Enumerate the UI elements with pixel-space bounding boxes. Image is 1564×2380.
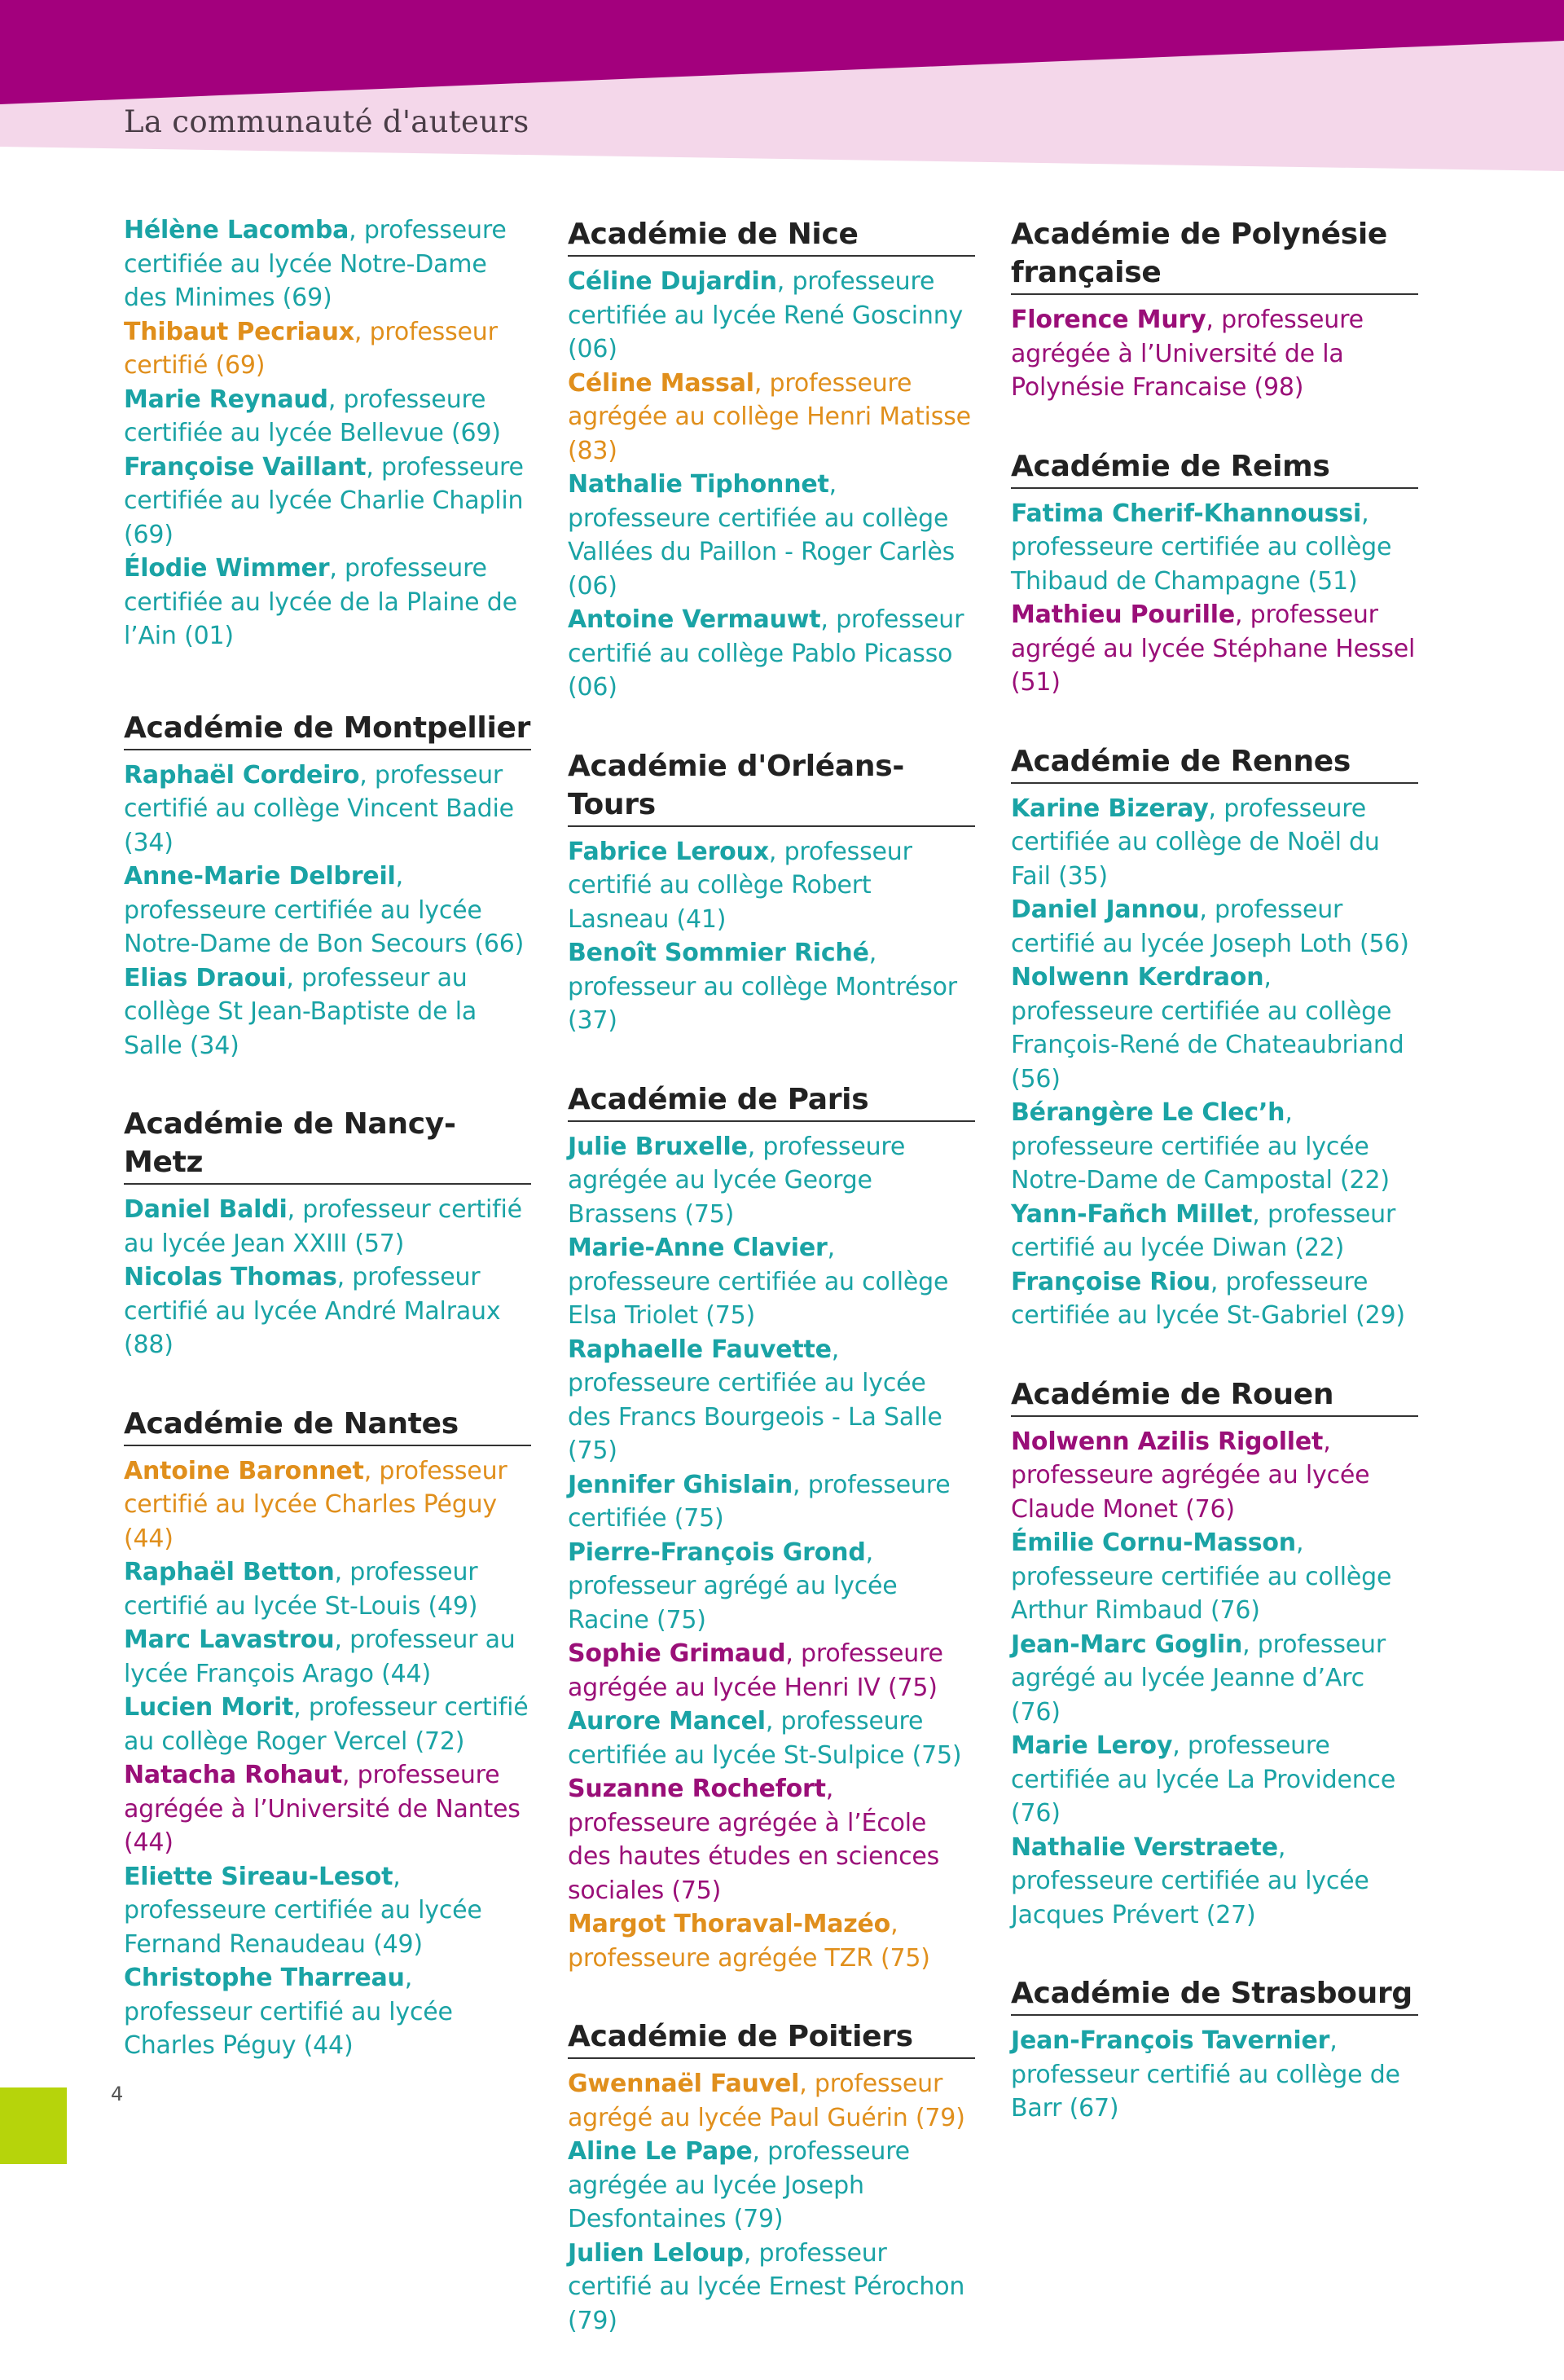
author-description: , professeure certifiée au collège Elsa Triolet (75) xyxy=(568,1234,949,1330)
author-name: Julien Leloup xyxy=(568,2238,744,2268)
author-name: Jennifer Ghislain xyxy=(568,1470,793,1499)
section-title: Académie de Strasbourg xyxy=(1011,1974,1418,2016)
author-entry xyxy=(124,451,531,552)
author-entry xyxy=(124,759,531,860)
author-name: Elias Draoui xyxy=(124,963,287,992)
author-entry xyxy=(568,1772,975,1907)
author-name: Élodie Wimmer xyxy=(124,554,330,583)
author-description: , professeur agrégé au lycée Stéphane Hessel (51) xyxy=(1011,600,1416,697)
section-title: Académie de Polynésie française xyxy=(1011,215,1418,295)
author-entry xyxy=(1011,2024,1418,2126)
author-description: , professeure certifiée au lycée Bellevue (69) xyxy=(124,385,501,447)
column-3 xyxy=(1011,215,1418,2168)
author-name: Julie Bruxelle xyxy=(568,1132,748,1161)
author-description: , professeure certifiée au collège François-René de Chateaubriand (56) xyxy=(1011,963,1404,1093)
author-description: , professeure agrégée au lycée Joseph Desfontaines (79) xyxy=(568,2137,910,2233)
author-name: Thibaut Pecriaux xyxy=(124,317,354,346)
author-entry xyxy=(1011,1729,1418,1831)
author-name: Suzanne Rochefort xyxy=(568,1775,826,1803)
author-entry xyxy=(1011,893,1418,961)
author-description: , professeur au collège St Jean-Baptiste de la Salle (34) xyxy=(124,963,477,1060)
author-entry xyxy=(568,468,975,603)
author-entry xyxy=(568,603,975,705)
author-description: , professeure agrégée au lycée George Brassens (75) xyxy=(568,1132,906,1229)
author-description: , professeur agrégé au lycée Racine (75) xyxy=(568,1538,898,1634)
author-entry xyxy=(1011,497,1418,599)
author-entry xyxy=(568,1333,975,1468)
author-name: Daniel Jannou xyxy=(1011,895,1200,924)
section-title: Académie de Nice xyxy=(568,215,975,257)
author-description: , professeure certifiée au lycée La Providence (76) xyxy=(1011,1731,1396,1828)
academy-section xyxy=(568,747,975,1038)
author-name: Mathieu Pourille xyxy=(1011,600,1235,629)
author-entry xyxy=(568,1468,975,1536)
author-name: Céline Massal xyxy=(568,368,754,398)
author-name: Christophe Tharreau xyxy=(124,1964,405,1992)
author-name: Nicolas Thomas xyxy=(124,1263,337,1291)
author-description: , professeure certifiée au collège Vallées du Paillon - Roger Carlès (06) xyxy=(568,470,956,600)
author-entry xyxy=(1011,1831,1418,1933)
author-entry xyxy=(124,961,531,1063)
author-entry xyxy=(1011,1096,1418,1198)
author-name: Eliette Sireau-Lesot xyxy=(124,1862,393,1891)
author-description: , professeur certifié au lycée St-Louis (49) xyxy=(124,1558,478,1621)
section-title: Académie de Rouen xyxy=(1011,1375,1418,1417)
author-entry xyxy=(124,213,531,315)
corner-accent xyxy=(0,2087,67,2164)
author-description: , professeur certifié au collège de Barr (67) xyxy=(1011,2026,1400,2123)
author-name: Émilie Cornu-Masson xyxy=(1011,1529,1296,1557)
author-entry xyxy=(1011,598,1418,700)
academy-section xyxy=(568,1080,975,1976)
author-entry xyxy=(1011,1526,1418,1628)
author-entry xyxy=(124,383,531,451)
academy-section xyxy=(1011,1974,1418,2126)
author-entry xyxy=(1011,1198,1418,1265)
author-name: Karine Bizeray xyxy=(1011,794,1209,823)
author-entry xyxy=(1011,1265,1418,1333)
author-entry xyxy=(124,1860,531,1962)
academy-section xyxy=(1011,215,1418,405)
author-name: Yann-Fañch Millet xyxy=(1011,1199,1253,1229)
author-description: , professeure certifiée au lycée St-Sulpice (75) xyxy=(568,1707,962,1770)
author-description: , professeur agrégé au lycée Jeanne d’Arc (76) xyxy=(1011,1630,1386,1727)
author-entry xyxy=(568,1231,975,1333)
author-description: , professeur certifié au collège Vincent Badie (34) xyxy=(124,760,514,857)
author-description: , professeure certifiée au lycée René Goscinny (06) xyxy=(568,267,964,363)
author-description: , professeure certifiée au lycée Notre-Dame de Bon Secours (66) xyxy=(124,862,525,958)
author-description: , professeure certifiée au lycée St-Gabriel (29) xyxy=(1011,1267,1405,1330)
author-name: Jean-François Tavernier xyxy=(1011,2026,1330,2055)
author-entry xyxy=(1011,1425,1418,1527)
author-entry xyxy=(124,1623,531,1691)
section-title: Académie de Paris xyxy=(568,1080,975,1122)
author-name: Antoine Baronnet xyxy=(124,1456,364,1485)
author-entry xyxy=(124,1961,531,2063)
author-description: , professeure certifiée au collège Thibaud de Champagne (51) xyxy=(1011,499,1392,596)
author-description: , professeure agrégée à l’École des hautes études en sciences sociales (75) xyxy=(568,1775,940,1905)
section-title: Académie de Reims xyxy=(1011,447,1418,489)
author-description: , professeur certifié au collège Robert Lasneau (41) xyxy=(568,837,912,934)
academy-section xyxy=(1011,742,1418,1333)
author-description: , professeur certifié au lycée Joseph Loth (56) xyxy=(1011,895,1409,958)
author-description: , professeure certifiée au lycée Jacques Prévert (27) xyxy=(1011,1832,1369,1929)
academy-section xyxy=(124,709,531,1063)
column-1 xyxy=(124,213,531,2105)
author-description: , professeur certifié au lycée Ernest Pérochon (79) xyxy=(568,2238,965,2335)
author-description: , professeur certifié au lycée Charles Péguy (44) xyxy=(124,1456,507,1553)
author-name: Marie Reynaud xyxy=(124,385,328,414)
author-name: Daniel Baldi xyxy=(124,1195,288,1224)
author-description: , professeur agrégé au lycée Paul Guérin (79) xyxy=(568,2070,965,2132)
author-entry xyxy=(1011,1628,1418,1730)
academy-section xyxy=(568,215,975,705)
author-name: Jean-Marc Goglin xyxy=(1011,1630,1243,1659)
author-name: Françoise Vaillant xyxy=(124,452,367,482)
author-entry xyxy=(124,1691,531,1758)
section-title: Académie de Rennes xyxy=(1011,742,1418,784)
page-header-title: La communauté d'auteurs xyxy=(124,104,529,139)
section-title: Académie d'Orléans-Tours xyxy=(568,747,975,827)
author-name: Anne-Marie Delbreil xyxy=(124,862,396,891)
author-name: Antoine Vermauwt xyxy=(568,605,821,634)
section-title: Académie de Poitiers xyxy=(568,2017,975,2059)
author-entry xyxy=(124,315,531,383)
author-description: , professeure agrégée à l’Université de Nantes (44) xyxy=(124,1761,521,1857)
author-name: Fatima Cherif-Khannoussi xyxy=(1011,499,1362,528)
column-2 xyxy=(568,215,975,2380)
header-band xyxy=(0,0,1564,171)
academy-section xyxy=(124,1405,531,2063)
section-title: Académie de Nantes xyxy=(124,1405,531,1446)
author-name: Natacha Rohaut xyxy=(124,1761,342,1789)
author-entry xyxy=(568,2135,975,2237)
author-name: Pierre-François Grond xyxy=(568,1538,866,1567)
author-entry xyxy=(568,265,975,367)
author-entry xyxy=(1011,792,1418,894)
page-number: 4 xyxy=(111,2083,124,2105)
author-description: , professeur certifié au lycée Charles Péguy (44) xyxy=(124,1964,453,2060)
author-entry xyxy=(1011,303,1418,405)
academy-section xyxy=(1011,447,1418,700)
author-entry xyxy=(568,367,975,469)
author-entry xyxy=(124,1758,531,1860)
author-entry xyxy=(124,1193,531,1260)
author-description: , professeure certifiée au lycée Charlie Chaplin (69) xyxy=(124,452,524,549)
author-name: Sophie Grimaud xyxy=(568,1639,786,1668)
author-name: Nolwenn Kerdraon xyxy=(1011,963,1264,992)
section-title: Académie de Nancy-Metz xyxy=(124,1105,531,1185)
author-name: Benoît Sommier Riché xyxy=(568,939,869,967)
author-name: Aline Le Pape xyxy=(568,2137,753,2166)
author-description: , professeure agrégée au lycée Claude Monet (76) xyxy=(1011,1427,1370,1524)
author-entry xyxy=(568,1130,975,1232)
author-description: , professeur certifié au lycée Jean XXIII (57) xyxy=(124,1195,522,1258)
author-description: , professeure certifiée au lycée de la Plaine de l’Ain (01) xyxy=(124,554,517,650)
author-description: , professeure agrégée au collège Henri Matisse (83) xyxy=(568,368,971,465)
author-description: , professeure certifiée (75) xyxy=(568,1470,951,1533)
author-entry xyxy=(568,1705,975,1772)
author-description: , professeur certifié au collège Roger Vercel (72) xyxy=(124,1693,529,1756)
author-entry xyxy=(124,1454,531,1556)
author-description: , professeure certifiée au lycée Fernand Renaudeau (49) xyxy=(124,1862,482,1959)
author-name: Marc Lavastrou xyxy=(124,1626,335,1654)
author-description: , professeure certifiée au lycée des Francs Bourgeois - La Salle (75) xyxy=(568,1335,942,1465)
author-name: Aurore Mancel xyxy=(568,1707,766,1736)
author-entry xyxy=(568,1536,975,1638)
section-title: Académie de Montpellier xyxy=(124,709,531,750)
author-description: , professeure certifiée au collège Arthur Rimbaud (76) xyxy=(1011,1529,1392,1625)
author-description: , professeure agrégée au lycée Henri IV (75) xyxy=(568,1639,943,1702)
author-entry xyxy=(124,1555,531,1623)
academy-section xyxy=(568,2017,975,2338)
author-name: Raphaël Cordeiro xyxy=(124,760,360,790)
author-description: , professeur certifié au collège Pablo Picasso (06) xyxy=(568,605,964,702)
author-name: Françoise Riou xyxy=(1011,1267,1210,1296)
author-description: , professeur certifié au lycée Diwan (22) xyxy=(1011,1199,1396,1262)
author-description: , professeure agrégée à l’Université de la Polynésie Francaise (98) xyxy=(1011,306,1364,402)
author-entry xyxy=(568,835,975,937)
author-entry xyxy=(568,936,975,1038)
author-entry xyxy=(568,2237,975,2338)
academy-section xyxy=(124,1105,531,1362)
author-name: Margot Thoraval-Mazéo xyxy=(568,1910,891,1938)
author-name: Nolwenn Azilis Rigollet xyxy=(1011,1427,1324,1456)
author-name: Marie Leroy xyxy=(1011,1731,1173,1760)
academy-section xyxy=(124,213,531,653)
author-description: , professeur au lycée François Arago (44) xyxy=(124,1626,516,1688)
author-name: Gwennaël Fauvel xyxy=(568,2070,800,2098)
author-entry xyxy=(568,1637,975,1705)
author-name: Céline Dujardin xyxy=(568,267,777,296)
author-name: Fabrice Leroux xyxy=(568,837,769,866)
author-name: Hélène Lacomba xyxy=(124,216,349,244)
author-entry xyxy=(1011,961,1418,1096)
author-name: Raphaël Betton xyxy=(124,1558,335,1586)
author-name: Raphaelle Fauvette xyxy=(568,1335,832,1364)
author-entry xyxy=(124,1260,531,1362)
author-description: , professeur au collège Montrésor (37) xyxy=(568,939,957,1035)
author-name: Florence Mury xyxy=(1011,306,1206,334)
author-description: , professeur certifié (69) xyxy=(124,317,498,380)
academy-section xyxy=(1011,1375,1418,1933)
author-description: , professeure certifiée au lycée Notre-Dame de Campostal (22) xyxy=(1011,1098,1390,1194)
author-name: Lucien Morit xyxy=(124,1693,294,1722)
author-entry xyxy=(568,2067,975,2135)
author-name: Marie-Anne Clavier xyxy=(568,1234,828,1262)
author-entry xyxy=(124,552,531,653)
author-description: , professeure certifiée au lycée Notre-Dame des Minimes (69) xyxy=(124,216,507,312)
author-name: Nathalie Verstraete xyxy=(1011,1832,1278,1862)
author-name: Nathalie Tiphonnet xyxy=(568,470,829,499)
author-description: , professeure certifiée au collège de Noël du Fail (35) xyxy=(1011,794,1380,891)
author-entry xyxy=(124,860,531,961)
author-entry xyxy=(568,1907,975,1975)
author-name: Bérangère Le Clec’h xyxy=(1011,1098,1285,1127)
author-description: , professeur certifié au lycée André Malraux (88) xyxy=(124,1263,501,1359)
author-description: , professeure agrégée TZR (75) xyxy=(568,1910,930,1973)
